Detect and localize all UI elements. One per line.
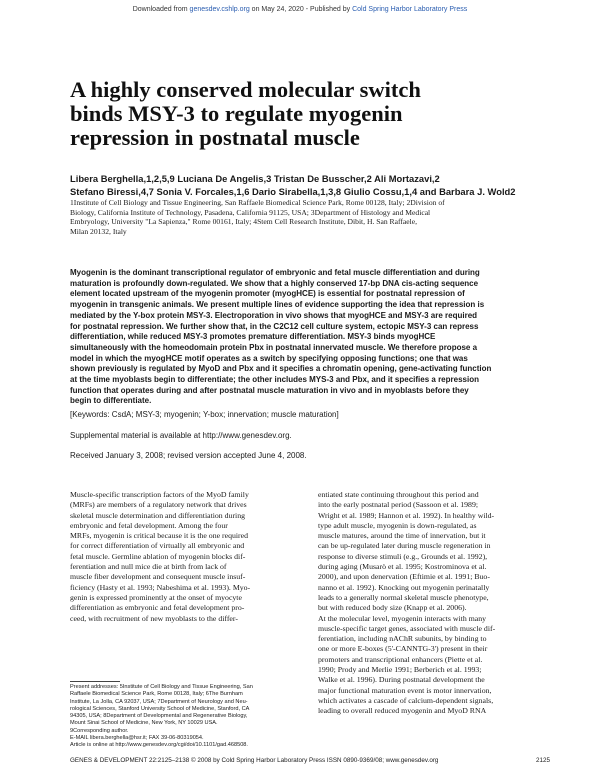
body-line: response to diverse stimuli (e.g., Grounds et al. 1992), bbox=[318, 551, 488, 561]
body-line: one or more E-boxes (5'-CANNTG-3') present in their bbox=[318, 644, 488, 654]
abstract-line: at the time myoblasts begin to differentiate; the other includes MYS-3 and Pbx, and it specifies a repression bbox=[70, 375, 479, 385]
body-line: (MRFs) are members of a regulatory network that drives bbox=[70, 500, 247, 510]
footnotes bbox=[70, 684, 305, 750]
affiliation-line: Milan 20132, Italy bbox=[70, 226, 127, 236]
body-line: skeletal muscle determination and differentiation during bbox=[70, 510, 246, 520]
article-title bbox=[70, 78, 540, 150]
abstract-line: differentiation, while reduced MSY-3 promotes premature differentiation. MSY-3 binds myogHCE bbox=[70, 332, 436, 342]
footnote-line: Institute, La Jolla, CA 92037, USA; 7Department of Neurology and Neu- bbox=[70, 698, 248, 705]
body-line: MRFs, myogenin is critical because it is the one required bbox=[70, 531, 248, 541]
body-line: into the early postnatal period (Sassoon et al. 1989; bbox=[318, 500, 479, 510]
abstract-line: for postnatal repression. We further show that, in the C2C12 cell culture system, ectopic MSY-3 can repress bbox=[70, 321, 479, 331]
body-line: 2000), and upon denervation (Eftimie et al. 1991; Buo- bbox=[318, 572, 490, 582]
body-line: muscle-specific target genes, associated with muscle dif- bbox=[318, 623, 496, 633]
footnote-line: Mount Sinai School of Medicine, New York, NY 10029 USA. bbox=[70, 720, 218, 727]
abstract-line: element located upstream of the myogenin promoter (myogHCE) is essential for postnatal repression of bbox=[70, 289, 465, 299]
body-line: ferentiation, including nAChR subunits, by binding to bbox=[318, 634, 487, 644]
download-middle: on May 24, 2020 - Published by bbox=[249, 6, 353, 13]
body-line: promoters and transcriptional enhancers (Piette et al. bbox=[318, 654, 483, 664]
body-line: At the molecular level, myogenin interacts with many bbox=[318, 613, 487, 623]
footnote-line: Present addresses: 5Institute of Cell Biology and Tissue Engineering, San bbox=[70, 684, 253, 690]
footnote-line: Raffaele Biomedical Science Park, Rome 00128, Italy; 6The Burnham bbox=[70, 691, 243, 698]
body-line: fetal muscle. Germline ablation of myogenin blocks dif- bbox=[70, 551, 246, 561]
journal-footer bbox=[70, 757, 550, 764]
affiliation-line: Embryology, University "La Sapienza," Rome 00161, Italy; 4Stem Cell Research Institute, Dibit, H. San Raffaele, bbox=[70, 217, 418, 227]
body-line: 1990; Prody and Merlie 1991; Berberich et al. 1993; bbox=[318, 665, 482, 675]
footnote-line: E-MAIL libera.berghella@hsr.it; FAX 39-06-80319054. bbox=[70, 735, 204, 742]
body-line: Walke et al. 1996). During postnatal development the bbox=[318, 675, 485, 685]
abstract-line: shown previously is regulated by MyoD and Pbx and it specifies a chromatin opening, gene-activating function bbox=[70, 364, 492, 374]
publisher-link[interactable]: Cold Spring Harbor Laboratory Press bbox=[352, 6, 468, 13]
journal-site-link[interactable]: genesdev.cshlp.org bbox=[189, 6, 250, 13]
title-line: repression in postnatal muscle bbox=[70, 125, 360, 150]
body-line: nanno et al. 1992). Knocking out myogenin perinatally bbox=[318, 582, 490, 592]
keywords: [Keywords: CsdA; MSY-3; myogenin; Y-box; innervation; muscle maturation] bbox=[70, 410, 339, 419]
body-line: muscle matures, around the time of innervation, but it bbox=[318, 531, 486, 541]
footnote-divider bbox=[70, 681, 120, 682]
body-line: which activates a cascade of calcium-dependent signals, bbox=[318, 695, 494, 705]
body-line: for correct differentiation of virtually all embryonic and bbox=[70, 541, 245, 551]
abstract-line: Myogenin is the dominant transcriptional regulator of embryonic and fetal muscle differentiation and during bbox=[70, 268, 480, 277]
download-banner bbox=[0, 6, 600, 13]
body-line: leading to overall reduced myogenin and MyoD RNA bbox=[318, 706, 487, 716]
body-line: muscle fiber development and consequent muscle insuf- bbox=[70, 572, 246, 582]
author-list bbox=[70, 172, 540, 198]
abstract-line: maturation is profoundly down-regulated. We show that a highly conserved 17-bp DNA cis-acting sequence bbox=[70, 278, 479, 288]
body-line: Muscle-specific transcription factors of the MyoD family bbox=[70, 490, 249, 499]
body-line: during aging (Musarò et al. 1995; Kostrominova et al. bbox=[318, 562, 487, 572]
affiliation-line: 1Institute of Cell Biology and Tissue Engineering, San Raffaele Biomedical Science Park, Rome 00128, Italy; 2Division of bbox=[70, 198, 445, 207]
supplemental-note: Supplemental material is available at http://www.genesdev.org. bbox=[70, 431, 292, 440]
body-line: entiated state continuing throughout this period and bbox=[318, 490, 479, 499]
author-line: Stefano Biressi,4,7 Sonia V. Forcales,1,6 Dario Sirabella,1,3,8 Giulio Cossu,1,4 and Barbara J. Wold2 bbox=[70, 186, 516, 197]
footnote-line: Article is online at http://www.genesdev.org/cgi/doi/10.1101/gad.468508. bbox=[70, 742, 248, 749]
body-line: major functional maturation event is motor innervation, bbox=[318, 685, 492, 695]
page-number: 2125 bbox=[535, 757, 550, 764]
body-line: can be up-regulated later during muscle regeneration in bbox=[318, 541, 491, 551]
body-left-column bbox=[70, 490, 305, 624]
affiliations bbox=[70, 198, 540, 236]
body-line: Wright et al. 1989; Hannon et al. 1992). In healthy wild- bbox=[318, 510, 495, 520]
body-line: leads to a generally normal skeletal muscle phenotype, bbox=[318, 592, 489, 602]
abstract-line: mediated by the Y-box protein MSY-3. Electroporation in vivo shows that myogHCE and MSY-3 are required bbox=[70, 310, 478, 320]
received-dates: Received January 3, 2008; revised version accepted June 4, 2008. bbox=[70, 451, 307, 460]
title-line: A highly conserved molecular switch bbox=[70, 77, 421, 102]
abstract-line: model in which the myogHCE motif operates as a switch by specifying opposing functions; one that was bbox=[70, 353, 468, 363]
body-right-column bbox=[318, 490, 553, 717]
abstract bbox=[70, 268, 540, 407]
body-line: differentiation as embryonic and fetal development pro- bbox=[70, 603, 245, 613]
abstract-line: function that operates during and after postnatal muscle maturation in vivo and in myoblasts before they bbox=[70, 385, 469, 395]
abstract-line: myogenin in transgenic animals. We present multiple lines of evidence supporting the idea that repression is bbox=[70, 300, 485, 310]
affiliation-line: Biology, California Institute of Technology, Pasadena, California 91125, USA; 3Department of Histology and Medical bbox=[70, 207, 431, 217]
abstract-line: begin to differentiate. bbox=[70, 396, 152, 406]
body-line: but with reduced body size (Knapp et al. 2006). bbox=[318, 603, 467, 613]
body-line: embryonic and fetal development. Among the four bbox=[70, 520, 228, 530]
body-line: type adult muscle, myogenin is down-regulated, as bbox=[318, 520, 477, 530]
body-line: genin is expressed prominently at the onset of myocyte bbox=[70, 592, 242, 602]
title-line: binds MSY-3 to regulate myogenin bbox=[70, 101, 403, 126]
body-line: ficiency (Hasty et al. 1993; Nabeshima et al. 1993). Myo- bbox=[70, 582, 251, 592]
download-prefix: Downloaded from bbox=[132, 6, 190, 13]
footnote-line: 94305, USA; 8Department of Developmental and Regenerative Biology, bbox=[70, 713, 248, 720]
footnote-line: 9Corresponding author. bbox=[70, 727, 129, 734]
body-line: ceed, with recruitment of new myoblasts to the differ- bbox=[70, 613, 238, 623]
journal-citation: GENES & DEVELOPMENT 22:2125–2138 © 2008 by Cold Spring Harbor Laboratory Press ISSN 0890-9369/08; www.genesdev.org bbox=[70, 757, 439, 764]
body-line: ferentiation and null mice die at birth from lack of bbox=[70, 562, 227, 572]
footnote-line: rological Sciences, Stanford University School of Medicine, Stanford, CA bbox=[70, 705, 250, 712]
abstract-line: simultaneously with the homeodomain protein Pbx in postnatal innervated muscle. We therefore propose a bbox=[70, 342, 478, 352]
author-line: Libera Berghella,1,2,5,9 Luciana De Angelis,3 Tristan De Busscher,2 Ali Mortazavi,2 bbox=[70, 173, 440, 184]
